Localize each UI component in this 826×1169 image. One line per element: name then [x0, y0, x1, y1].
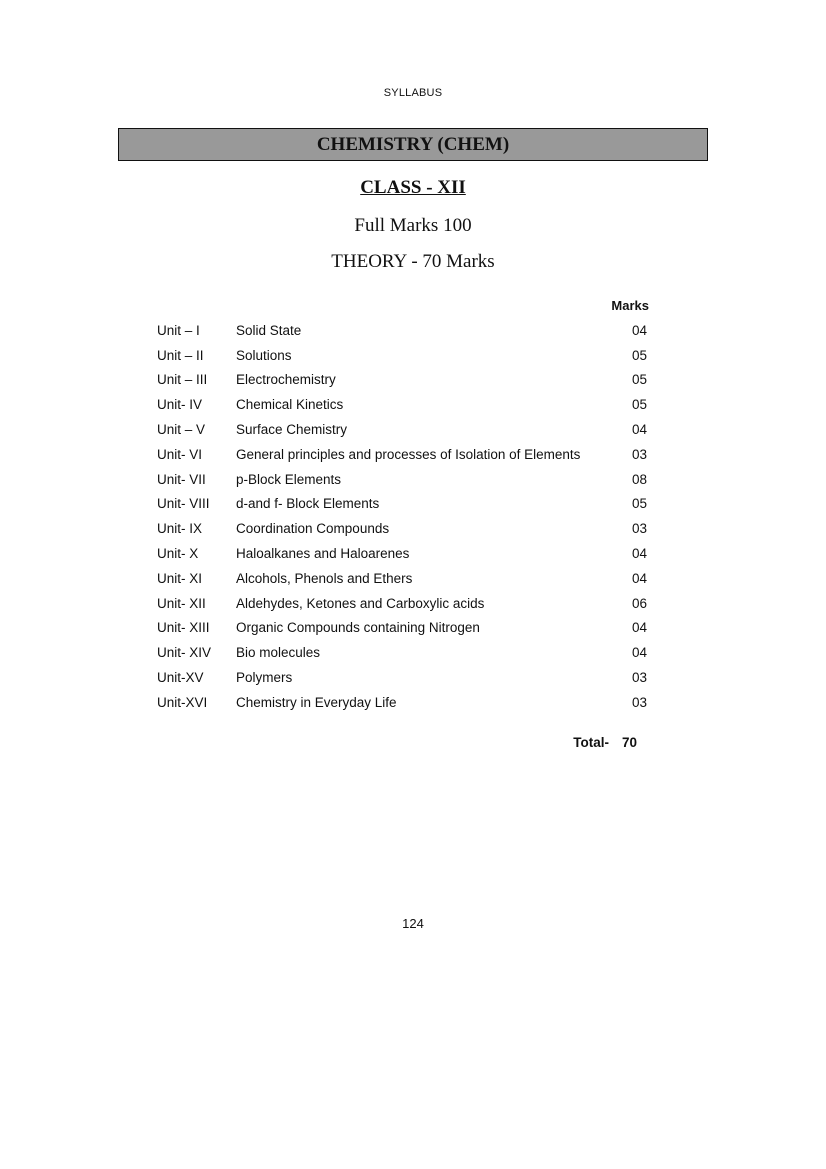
unit-code: Unit- VI [157, 446, 203, 462]
unit-title: Haloalkanes and Haloarenes [236, 546, 410, 562]
unit-code: Unit- X [157, 546, 199, 562]
total-row [520, 735, 637, 750]
unit-code: Unit – I [157, 322, 200, 338]
table-row [157, 343, 647, 368]
unit-marks: 08 [631, 471, 647, 487]
table-row [157, 516, 647, 541]
total-label: Total- [573, 735, 609, 750]
unit-title: Alcohols, Phenols and Ethers [236, 570, 413, 586]
unit-code: Unit- XI [157, 570, 203, 586]
unit-code: Unit – V [157, 422, 206, 438]
table-row [157, 368, 647, 393]
table-row [157, 541, 647, 566]
unit-title: p-Block Elements [236, 471, 342, 487]
table-row [157, 392, 647, 417]
unit-marks: 04 [631, 322, 647, 338]
subject-title: CHEMISTRY (CHEM) [316, 133, 510, 155]
unit-code: Unit – III [157, 372, 208, 388]
unit-title: Chemical Kinetics [236, 397, 344, 413]
unit-code: Unit-XV [157, 670, 204, 686]
unit-marks: 04 [631, 570, 647, 586]
table-row [157, 467, 647, 492]
unit-code: Unit- XII [157, 595, 206, 611]
unit-title: Bio molecules [236, 645, 321, 661]
unit-title: Solid State [236, 322, 302, 338]
unit-title: Electrochemistry [236, 372, 336, 388]
syllabus-header: SYLLABUS [383, 87, 443, 99]
unit-marks: 04 [631, 422, 647, 438]
table-row [157, 640, 647, 665]
unit-marks: 04 [631, 645, 647, 661]
unit-title: Solutions [236, 347, 292, 363]
unit-marks: 04 [631, 620, 647, 636]
unit-marks: 05 [631, 347, 647, 363]
unit-title: Surface Chemistry [236, 422, 348, 438]
total-value: 70 [621, 735, 637, 750]
units-table [157, 318, 647, 715]
table-row [157, 566, 647, 591]
unit-title: d-and f- Block Elements [236, 496, 380, 512]
unit-code: Unit- IX [157, 521, 203, 537]
unit-title: Organic Compounds containing Nitrogen [236, 620, 480, 636]
table-row [157, 591, 647, 616]
unit-title: Polymers [236, 670, 293, 686]
unit-code: Unit- XIII [157, 620, 210, 636]
page-number: 124 [402, 916, 424, 931]
unit-marks: 06 [631, 595, 647, 611]
unit-code: Unit-XVI [157, 694, 208, 710]
table-row [157, 442, 647, 467]
unit-code: Unit- VII [157, 471, 206, 487]
unit-title: General principles and processes of Isolation of Elements [236, 446, 581, 462]
unit-code: Unit- IV [157, 397, 203, 413]
unit-marks: 05 [631, 372, 647, 388]
unit-marks: 05 [631, 496, 647, 512]
unit-code: Unit – II [157, 347, 204, 363]
table-row [157, 417, 647, 442]
table-row [157, 665, 647, 690]
unit-marks: 03 [631, 446, 647, 462]
table-row [157, 690, 647, 715]
unit-marks: 03 [631, 694, 647, 710]
marks-column-header: Marks [611, 298, 649, 313]
unit-code: Unit- VIII [157, 496, 210, 512]
table-row [157, 318, 647, 343]
table-row [157, 492, 647, 517]
full-marks: Full Marks 100 [354, 215, 472, 236]
unit-marks: 03 [631, 521, 647, 537]
class-title: CLASS - XII [360, 177, 466, 198]
subject-title-banner [118, 128, 708, 161]
unit-title: Chemistry in Everyday Life [236, 694, 397, 710]
unit-title: Coordination Compounds [236, 521, 390, 537]
unit-marks: 05 [631, 397, 647, 413]
unit-title: Aldehydes, Ketones and Carboxylic acids [236, 595, 485, 611]
unit-code: Unit- XIV [157, 645, 212, 661]
theory-marks: THEORY - 70 Marks [331, 251, 495, 272]
unit-marks: 04 [631, 546, 647, 562]
table-row [157, 616, 647, 641]
unit-marks: 03 [631, 670, 647, 686]
